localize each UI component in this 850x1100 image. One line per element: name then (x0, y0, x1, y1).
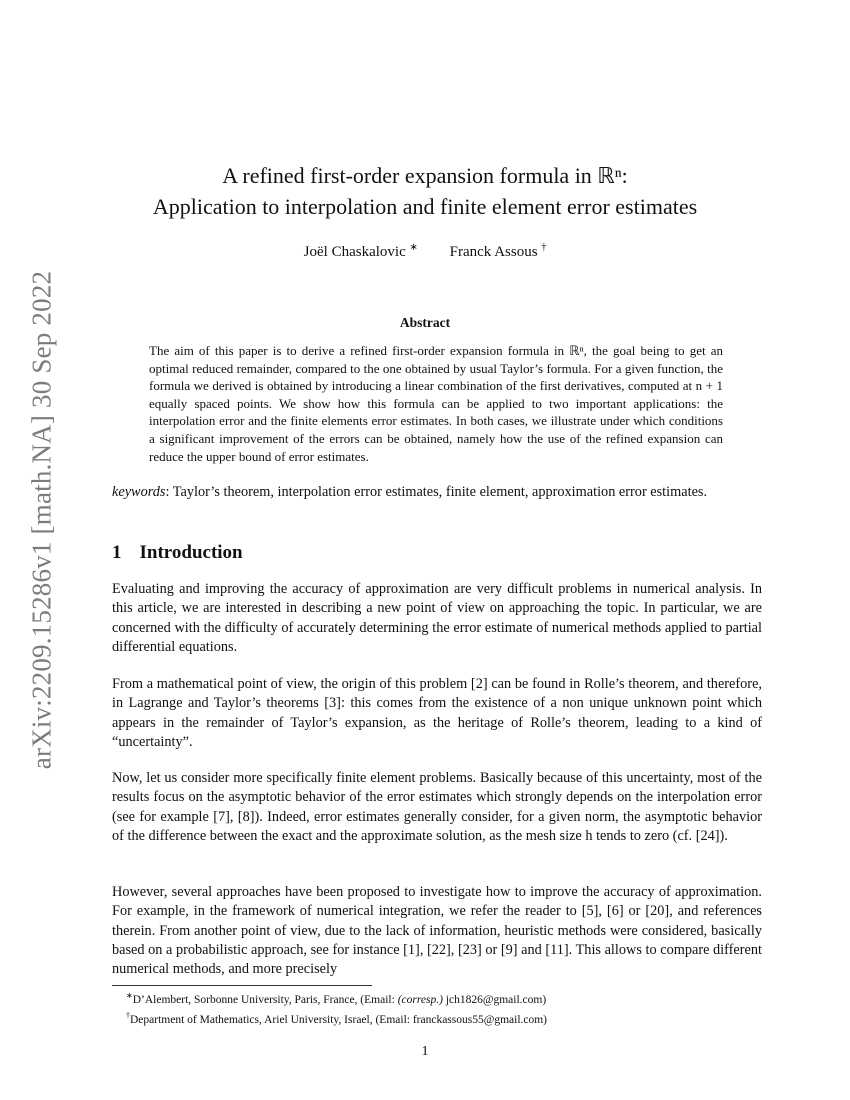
abstract-heading: Abstract (399, 315, 451, 330)
abstract-text: The aim of this paper is to derive a refined first-order expansion formula in ℝⁿ, the goal being to get an optimal reduced remainder, compared to the one obtained by usual Taylor’s formula. For a given function, the formula we derived is obtained by introducing a linear combination of the first derivatives, computed at n + 1 equally spaced points. We show how this formula can be applied to two important applications: the interpolation error and the finite elements error estimates. In both cases, we illustrate under which conditions a significant improvement of the errors can be obtained, namely how the use of the refined expansion can reduce the upper bound of error estimates. (149, 343, 723, 464)
section-number: 1 (112, 542, 122, 563)
arxiv-identifier: arXiv:2209.15286v1 [math.NA] 30 Sep 2022 (26, 270, 57, 770)
paragraph: Evaluating and improving the accuracy of approximation are very difficult problems in numerical analysis. In this article, we are interested in describing a new point of view on approaching the topic. In particular, we are concerned with the difficulty of accurately determining the error estimate of numerical methods applied to partial differential equations. (112, 581, 762, 655)
footnote-1-text: D’Alembert, Sorbonne University, Paris, France, (Email: (132, 993, 398, 1006)
author-list (0, 242, 850, 261)
author-2 (450, 244, 547, 260)
section-heading (112, 542, 243, 564)
keywords-label: keywords (112, 484, 166, 500)
paragraph: From a mathematical point of view, the origin of this problem [2] can be found in Rolle’s theorem, and therefore, in Lagrange and Taylor’s theorems [3]: this comes from the existence of a non unique unknown point which appears in the remainder of Taylor’s expansion, as the heritage of Rolle’s theorem, leading to a kind of “uncertainty”. (112, 676, 762, 750)
section-title: Introduction (139, 542, 243, 563)
paragraph: However, several approaches have been proposed to investigate how to improve the accuracy of approximation. For example, in the framework of numerical integration, we refer the reader to [5], [6] or [20], and references therein. From another point of view, due to the lack of information, heuristic methods were considered, basically based on a probabilistic approach, see for instance [1], [22], [23] or [9] and [11]. This allows to compare different numerical methods, and more precisely (112, 884, 762, 978)
footnote-1-italic: (corresp.) (397, 993, 443, 1006)
author-1 (304, 244, 418, 260)
footnotes (126, 988, 766, 1028)
footnote-2-mark: † (126, 1010, 130, 1020)
footnote-2 (126, 1008, 766, 1028)
keywords-text: : Taylor’s theorem, interpolation error estimates, finite element, approximation error estimates. (165, 484, 708, 500)
title-line-2: Application to interpolation and finite element error estimates (152, 194, 698, 219)
page-number: 1 (421, 1044, 429, 1059)
paragraph: Now, let us consider more specifically finite element problems. Basically because of this uncertainty, most of the results focus on the asymptotic behavior of the error estimates which strongly depends on the interpolation error (see for example [7], [8]). Indeed, error estimates generally consider, for a given norm, the asymptotic behavior of the difference between the exact and the approximate solution, as the mesh size h tends to zero (cf. [24]). (112, 770, 762, 844)
keywords (112, 483, 762, 503)
footnote-divider (112, 985, 372, 986)
author-2-name: Franck Assous (449, 244, 538, 260)
title-line-1: A refined first-order expansion formula in ℝⁿ: (222, 163, 628, 188)
author-1-name: Joël Chaskalovic (303, 244, 406, 260)
footnote-1 (126, 988, 766, 1008)
author-1-mark: ∗ (409, 242, 418, 253)
footnote-1-email: jch1826@gmail.com) (442, 993, 547, 1006)
paper-title (80, 160, 770, 222)
footnote-2-text: Department of Mathematics, Ariel University, Israel, (Email: franckassous55@gmail.com) (130, 1013, 548, 1026)
footnote-1-mark: ∗ (126, 991, 133, 1000)
author-2-mark: † (541, 242, 547, 253)
